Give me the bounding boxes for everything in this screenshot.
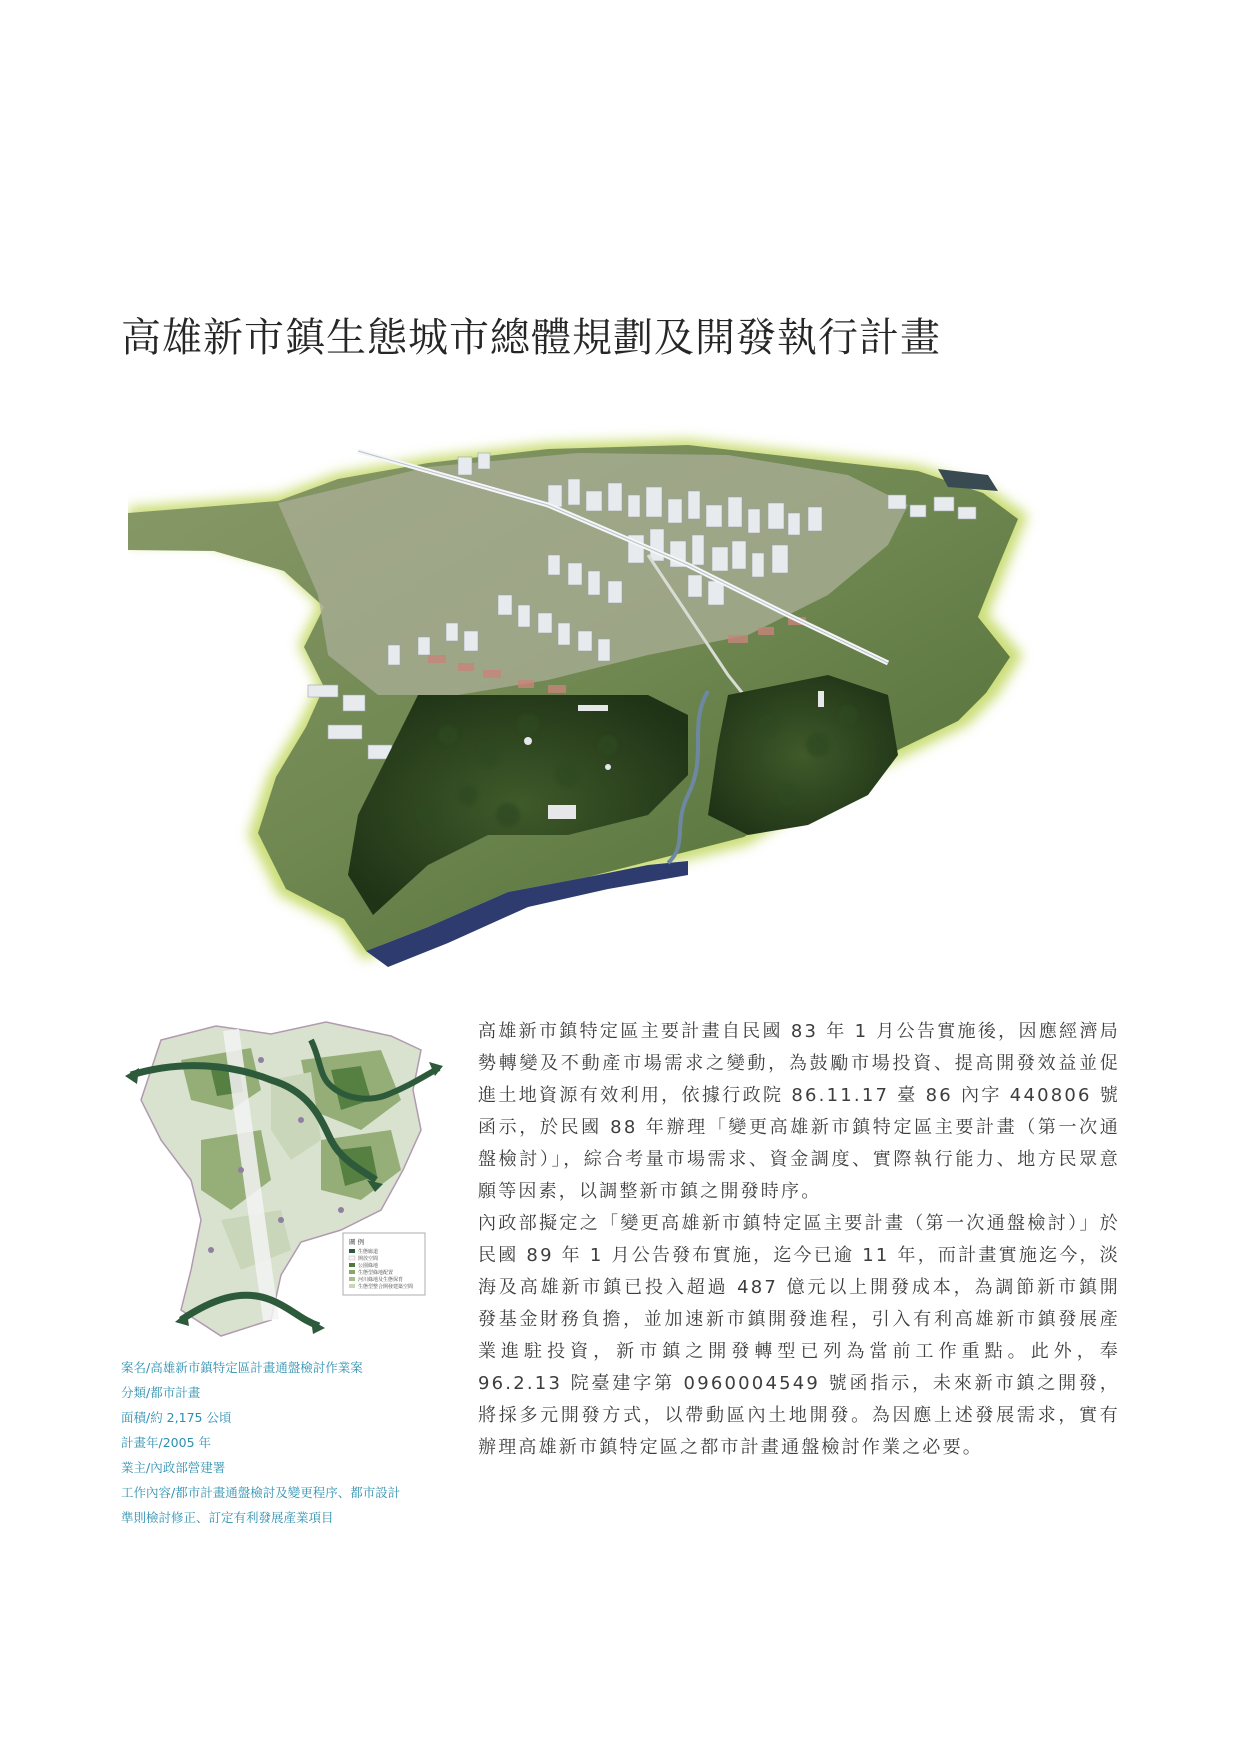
project-name: 案名/高雄新市鎮特定區計畫通盤檢討作業案 (121, 1360, 363, 1375)
paragraph: 內政部擬定之「變更高雄新市鎮特定區主要計畫（第一次通盤檢討）」於民國 89 年 1 月公告發布實施，迄今已逾 11 年，而計畫實施迄今，淡海及高雄新市鎮已投入超過 487 億元以上開發成本，為調節新市鎮開發基金財務負擔，並加速新市鎮開發進程，引入有利高雄新市鎮發展產業進駐投資，新市鎮之開發轉型已列為當前工作重點。此外，奉 96.2.13 院臺建字第 0960004549 號函指示，未來新市鎮之開發，將採多元開發方式，以帶動區內土地開發。為因應上述發展需求，實有辦理高雄新市鎮特定區之都市計畫通盤檢討作業之必要。 (478, 1213, 1120, 1458)
project-client: 業主/內政部營建署 (121, 1460, 226, 1475)
green-space-plan-map (121, 1020, 471, 1342)
project-area: 面積/約 2,175 公頃 (121, 1410, 232, 1425)
legend-item: 生態型整合開發建築空間 (358, 1284, 414, 1290)
legend-item: 生態廊道 (358, 1249, 379, 1255)
aerial-city-render (128, 395, 1124, 1007)
project-scope-line2: 準則檢討修正、訂定有利發展產業項目 (121, 1510, 334, 1525)
legend-item: 公園綠地 (358, 1263, 379, 1269)
legend-item: 生態型綠地配置 (358, 1270, 394, 1276)
project-year: 計畫年/2005 年 (121, 1435, 211, 1450)
legend-heading: 圖 例 (349, 1238, 365, 1246)
page-title: 高雄新市鎮生態城市總體規劃及開發執行計畫 (121, 315, 941, 361)
project-info (121, 1355, 481, 1530)
project-category: 分類/都市計畫 (121, 1385, 201, 1400)
legend-item: 開放空間 (358, 1256, 379, 1262)
paragraph: 高雄新市鎮特定區主要計畫自民國 83 年 1 月公告實施後，因應經濟局勢轉變及不動產市場需求之變動，為鼓勵市場投資、提高開發效益並促進土地資源有效利用，依據行政院 86.11.17 臺 86 內字 440806 號函示，於民國 88 年辦理「變更高雄新市鎮特定區主要計畫（第一次通盤檢討）」，綜合考量市場需求、資金調度、實際執行能力、地方民眾意願等因素，以調整新市鎮之開發時序。 (478, 1021, 1120, 1202)
body-text (478, 1016, 1120, 1464)
project-scope-line1: 工作內容/都市計畫通盤檢討及變更程序、都市設計 (121, 1485, 401, 1500)
legend-item: 河川綠地及生態保育 (358, 1277, 404, 1283)
